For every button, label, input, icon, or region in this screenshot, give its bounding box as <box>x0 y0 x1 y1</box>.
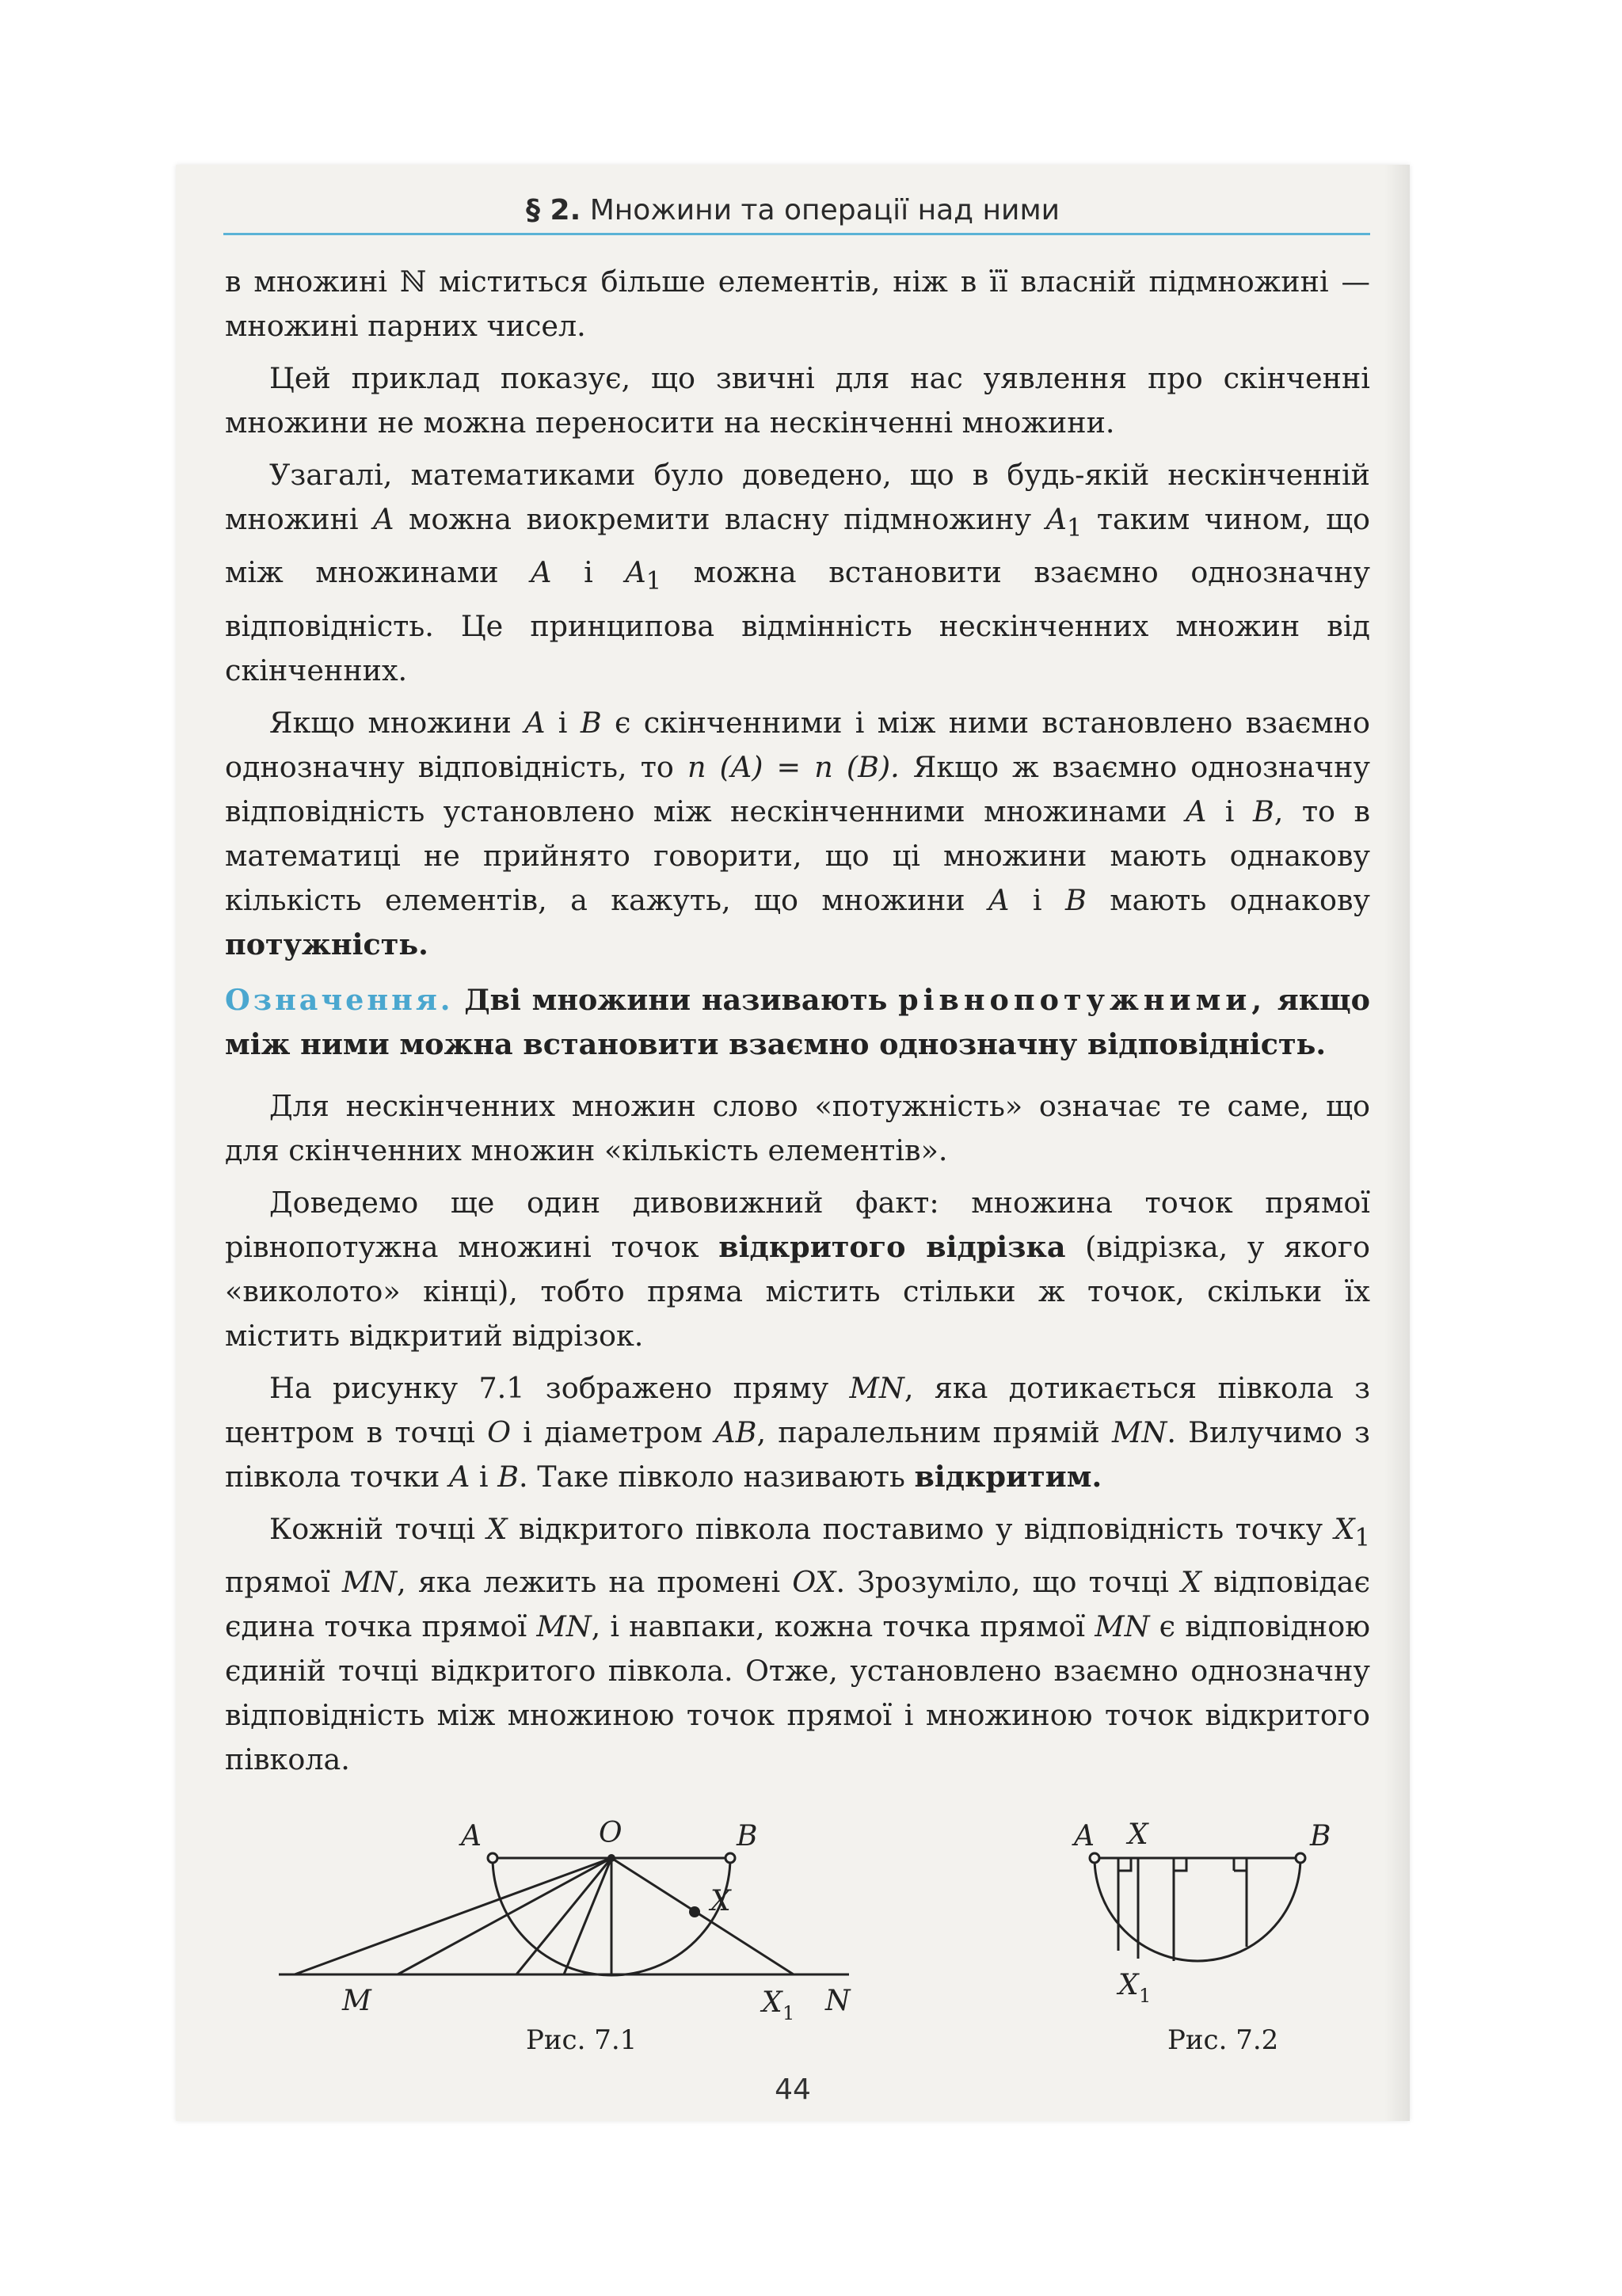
point-b-2 <box>1296 1853 1305 1863</box>
label-b-2: B <box>1310 1820 1331 1852</box>
paragraph-3: Якщо множини A і B є скінченними і між ними встановлено взаємно однозначну відповідність, то n (A) = n (B). Якщо ж взаємно однозначну відповідність установлено між нескінченними множинами A і B, то в математиці не прийнято говорити, що ці множини мають однакову кількість елементів, а кажуть, що множини A і B мають однакову потужність. <box>225 705 1371 961</box>
label-x1-sub: 1 <box>782 2002 795 2024</box>
caption-7-2: Рис. 7.2 <box>1167 2024 1279 2056</box>
ray-o-x <box>611 1858 794 1974</box>
point-x <box>689 1906 700 1917</box>
section-title: Множини та операції над ними <box>589 194 1060 227</box>
section-number: § 2. <box>525 194 581 227</box>
label-x: X <box>710 1885 731 1917</box>
term-open-segment: відкритого відрізка <box>718 1229 1066 1264</box>
figures-area <box>223 1804 1369 2066</box>
term-potuzhnist: потужність. <box>225 927 428 961</box>
label-a-2: A <box>1074 1820 1095 1852</box>
paragraph-5: Доведемо ще один дивовижний факт: множина точок прямої рівнопотужна множині точок відкритого відрізка (відрізка, у якого «виколото» кінці), тобто пряма містить стільки ж точок, скільки їх містить відкритий відрізок. <box>225 1185 1370 1353</box>
paragraph-4: Для нескінченних множин слово «потужність» означає те саме, що для скінченних множин «кількість елементів». <box>225 1088 1370 1167</box>
definition-block: Означення. Дві множини називають рівнопотужними, якщо між ними можна встановити взаємно однозначну відповідність. <box>225 982 1370 1061</box>
definition-label: Означення. <box>225 982 454 1017</box>
right-angle-1 <box>1118 1858 1131 1871</box>
caption-7-1: Рис. 7.1 <box>526 2024 638 2056</box>
term-open-semicircle: відкритим. <box>914 1459 1102 1494</box>
point-b <box>725 1853 735 1863</box>
ray-o-2 <box>398 1858 611 1974</box>
page-spine-shadow <box>1384 165 1410 2121</box>
label-m: M <box>342 1985 371 2017</box>
figure-7-2 <box>1071 1804 1356 2010</box>
label-o: O <box>599 1817 623 1849</box>
term-rivnopotuzhni: рівнопотужними, <box>898 982 1267 1017</box>
header-rule <box>223 233 1370 235</box>
point-a <box>488 1853 497 1863</box>
paragraph-7: Кожній точці X відкритого півкола поставимо у відповідність точку $X_1$ прямої MN, яка лежить на промені OX. Зрозуміло, що точці X відповідає єдина точка прямої MN, і навпаки, кожна точка прямої MN є відповідною єдиній точці відкритого півкола. Отже, установлено взаємно однозначну відповідність між множиною точок прямої і множиною точок відкритого півкола. <box>225 1511 1371 1776</box>
point-o <box>607 1854 615 1862</box>
semicircle-2 <box>1095 1858 1300 1961</box>
label-b: B <box>737 1820 758 1852</box>
label-n: N <box>825 1985 851 2017</box>
book-page <box>176 165 1410 2121</box>
label-x1-2-sub: 1 <box>1139 1985 1152 2007</box>
label-a: A <box>461 1820 482 1852</box>
label-x1-2: X <box>1118 1969 1139 2001</box>
ray-o-4 <box>564 1858 611 1974</box>
figure-7-1 <box>223 1804 857 2024</box>
point-a-2 <box>1090 1853 1099 1863</box>
label-x-2: X <box>1128 1818 1148 1851</box>
page-number: 44 <box>775 2073 811 2106</box>
main-text <box>225 260 1370 1790</box>
paragraph-6: На рисунку 7.1 зображено пряму MN, яка дотикається півкола з центром в точці O і діаметром AB, паралельним прямій MN. Вилучимо з півкола точки A і B. Таке півколо називають відкритим. <box>225 1370 1371 1494</box>
paragraph-0: в множині ℕ міститься більше елементів, ніж в її власній підмножині — множині парних чисел. <box>225 265 1370 343</box>
label-x1: X <box>762 1986 782 2019</box>
paragraph-1: Цей приклад показує, що звичні для нас уявлення про скінченні множини не можна переносити на нескінченні множини. <box>225 361 1370 440</box>
right-angle-2 <box>1174 1858 1186 1871</box>
paragraph-2: Узагалі, математиками було доведено, що в будь-якій нескінченній множині A можна виокремити власну підмножину $A_1$ таким чином, що між множинами A і $A_1$ можна встановити взаємно однозначну відповідність. Це принципова відмінність нескінченних множин від скінченних. <box>225 458 1370 687</box>
